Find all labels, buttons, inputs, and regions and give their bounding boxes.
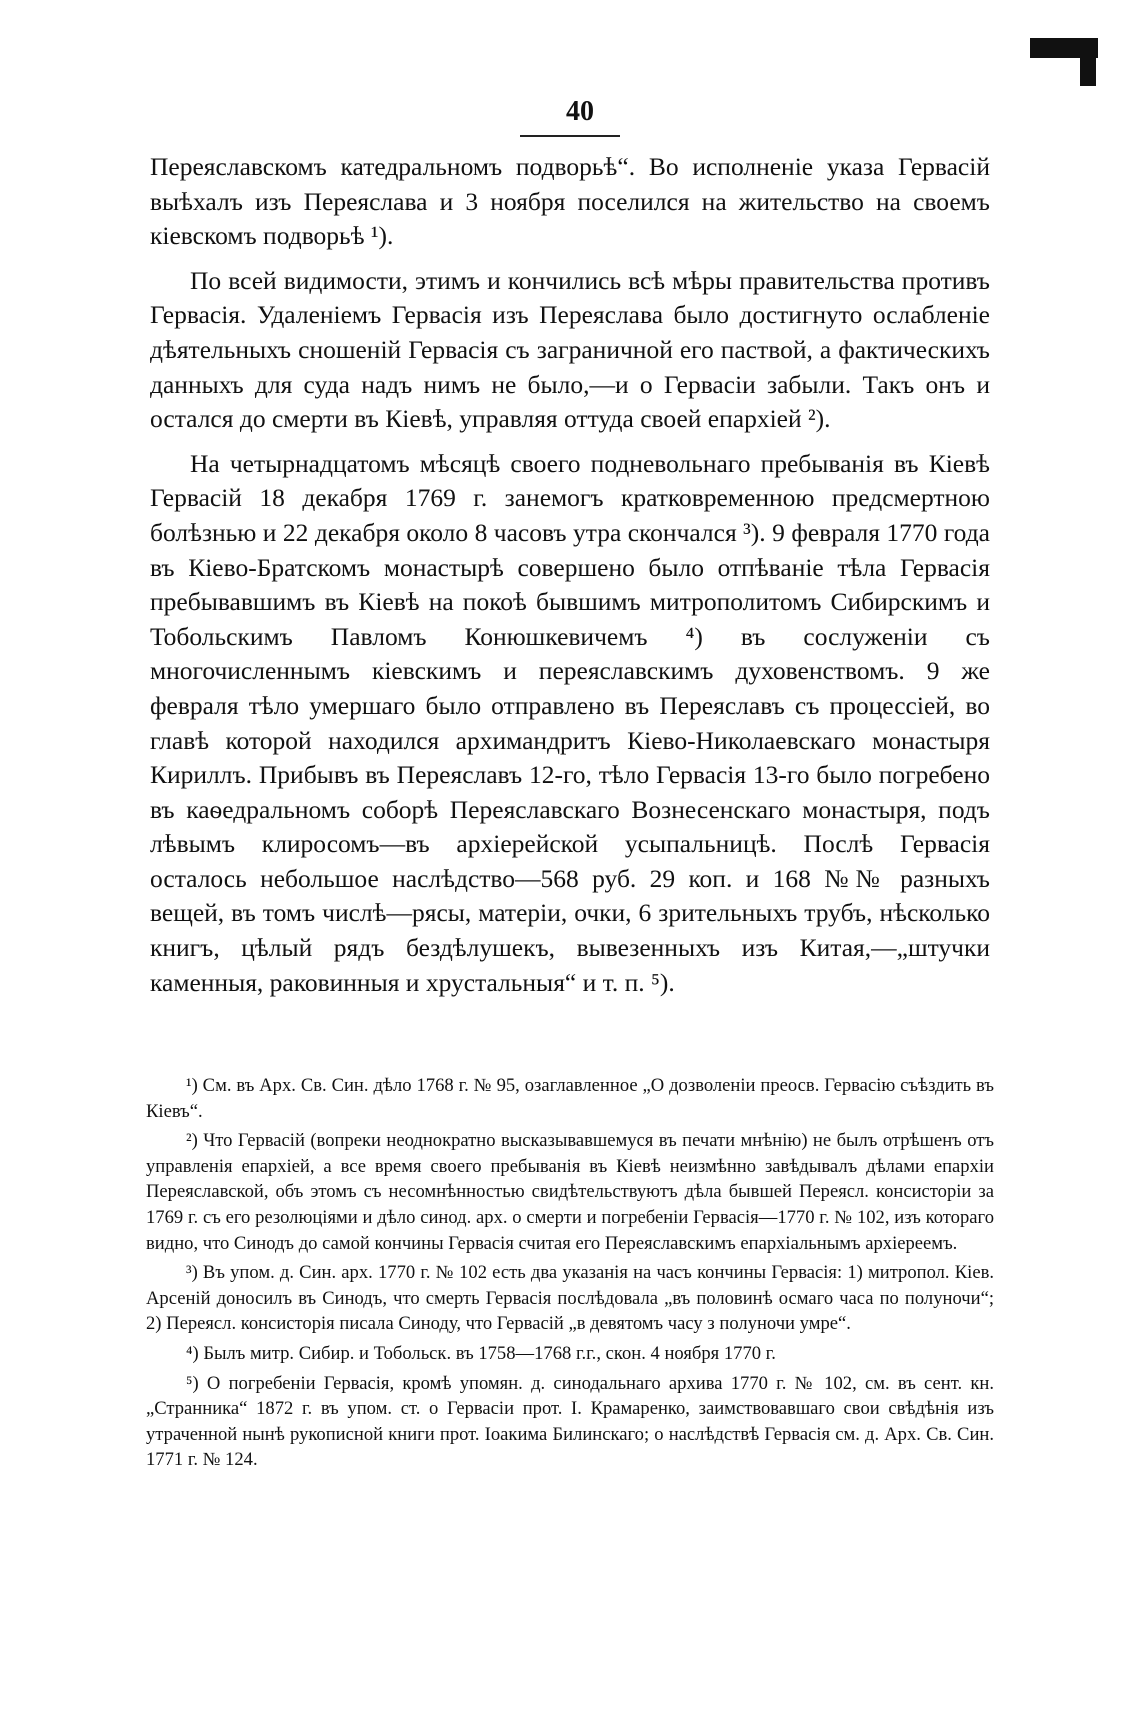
page-number-rule <box>520 135 620 137</box>
page-number: 40 <box>566 96 594 127</box>
footnotes <box>146 1073 994 1477</box>
footnote: ³) Въ упом. д. Син. арх. 1770 г. № 102 есть два указанія на часъ кончины Гервасія: 1) митропол. Кіев. Арсеній доносилъ въ Синодъ, что смерть Гервасія послѣдовала „въ половинѣ осмаго часа по полуночи“; 2) Переясл. консисторія писала Синоду, что Гервасій „в девятомъ часу з полуночи умре“. <box>146 1262 994 1335</box>
scan-edge-mark-vertical <box>1080 38 1096 86</box>
footnote: ²) Что Гервасій (вопреки неоднократно высказывавшемуся въ печати мнѣнію) не былъ отрѣшенъ отъ управленія епархіей, а все время своего пребыванія въ Кіевѣ неизмѣнно завѣдывалъ дѣлами епархіи Переяславской, объ этомъ съ несомнѣнностью свидѣтельствуютъ дѣла бывшей Переясл. консисторіи за 1769 г. съ его резолюціями и дѣло синод. арх. о смерти и погребеніи Гервасія—1770 г. № 102, изъ котораго видно, что Синодъ до самой кончины Гервасія считая его Переяславскимъ епархіальнымъ архіереемъ. <box>146 1130 994 1254</box>
footnote: ¹) См. въ Арх. Св. Син. дѣло 1768 г. № 95, озаглавленное „О дозволеніи преосв. Гервасію съѣздить въ Кіевъ“. <box>146 1075 994 1122</box>
paragraph: На четырнадцатомъ мѣсяцѣ своего подневольнаго пребыванія въ Кіевѣ Гервасій 18 декабря 1769 г. занемогъ кратковременною предсмертною болѣзнью и 22 декабря около 8 часовъ утра скончался ³). 9 февраля 1770 года въ Кіево-Братскомъ монастырѣ совершено было отпѣваніе тѣла Гервасія пребывавшимъ въ Кіевѣ на покоѣ бывшимъ митрополитомъ Сибирскимъ и Тобольскимъ Павломъ Конюшкевичемъ ⁴) въ сослуженіи съ многочисленнымъ кіевскимъ и переяславскимъ духовенствомъ. 9 же февраля тѣло умершаго было отправлено въ Переяславъ съ процессіей, во главѣ которой находился архимандритъ Кіево-Николаевскаго монастыря Кириллъ. Прибывъ въ Переяславъ 12-го, тѣло Гервасія 13-го было погребено въ каѳедральномъ соборѣ Переяславскаго Вознесенскаго монастыря, подъ лѣвымъ клиросомъ—въ архіерейской усыпальницѣ. Послѣ Гервасія осталось небольшое наслѣдство—568 руб. 29 коп. и 168 №№ разныхъ вещей, въ томъ числѣ—рясы, матеріи, очки, 6 зрительныхъ трубъ, нѣсколько книгъ, цѣлый рядъ бездѣлушекъ, вывезенныхъ изъ Китая,—„штучки каменныя, раковинныя и хрустальныя“ и т. п. ⁵). <box>150 448 990 997</box>
main-text <box>150 150 990 1000</box>
paragraph: Переяславскомъ катедральномъ подворьѣ“. Во исполненіе указа Гервасій выѣхалъ изъ Переяслава и 3 ноября поселился на жительство на своемъ кіевскомъ подворьѣ ¹). <box>150 152 990 251</box>
footnote: ⁵) О погребеніи Гервасія, кромѣ упомян. д. синодальнаго архива 1770 г. № 102, см. въ сент. кн. „Странника“ 1872 г. въ упом. ст. о Гервасіи прот. І. Крамаренко, заимствовавшаго свои свѣдѣнія изъ утраченной нынѣ рукописной книги прот. Іоакима Билинскаго; о наслѣдствѣ Гервасія см. д. Арх. Св. Син. 1771 г. № 124. <box>146 1372 994 1471</box>
paragraph: По всей видимости, этимъ и кончились всѣ мѣры правительства противъ Гервасія. Удаленіемъ Гервасія изъ Переяслава было достигнуто ослабленіе дѣятельныхъ сношеній Гервасія съ заграничной его паствой, а фактическихъ данныхъ для суда надъ нимъ не было,—и о Гервасіи забыли. Такъ онъ и остался до смерти въ Кіевѣ, управляя оттуда своей епархіей ²). <box>150 265 990 434</box>
footnote: ⁴) Былъ митр. Сибир. и Тобольск. въ 1758—1768 г.г., скон. 4 ноября 1770 г. <box>186 1342 776 1364</box>
